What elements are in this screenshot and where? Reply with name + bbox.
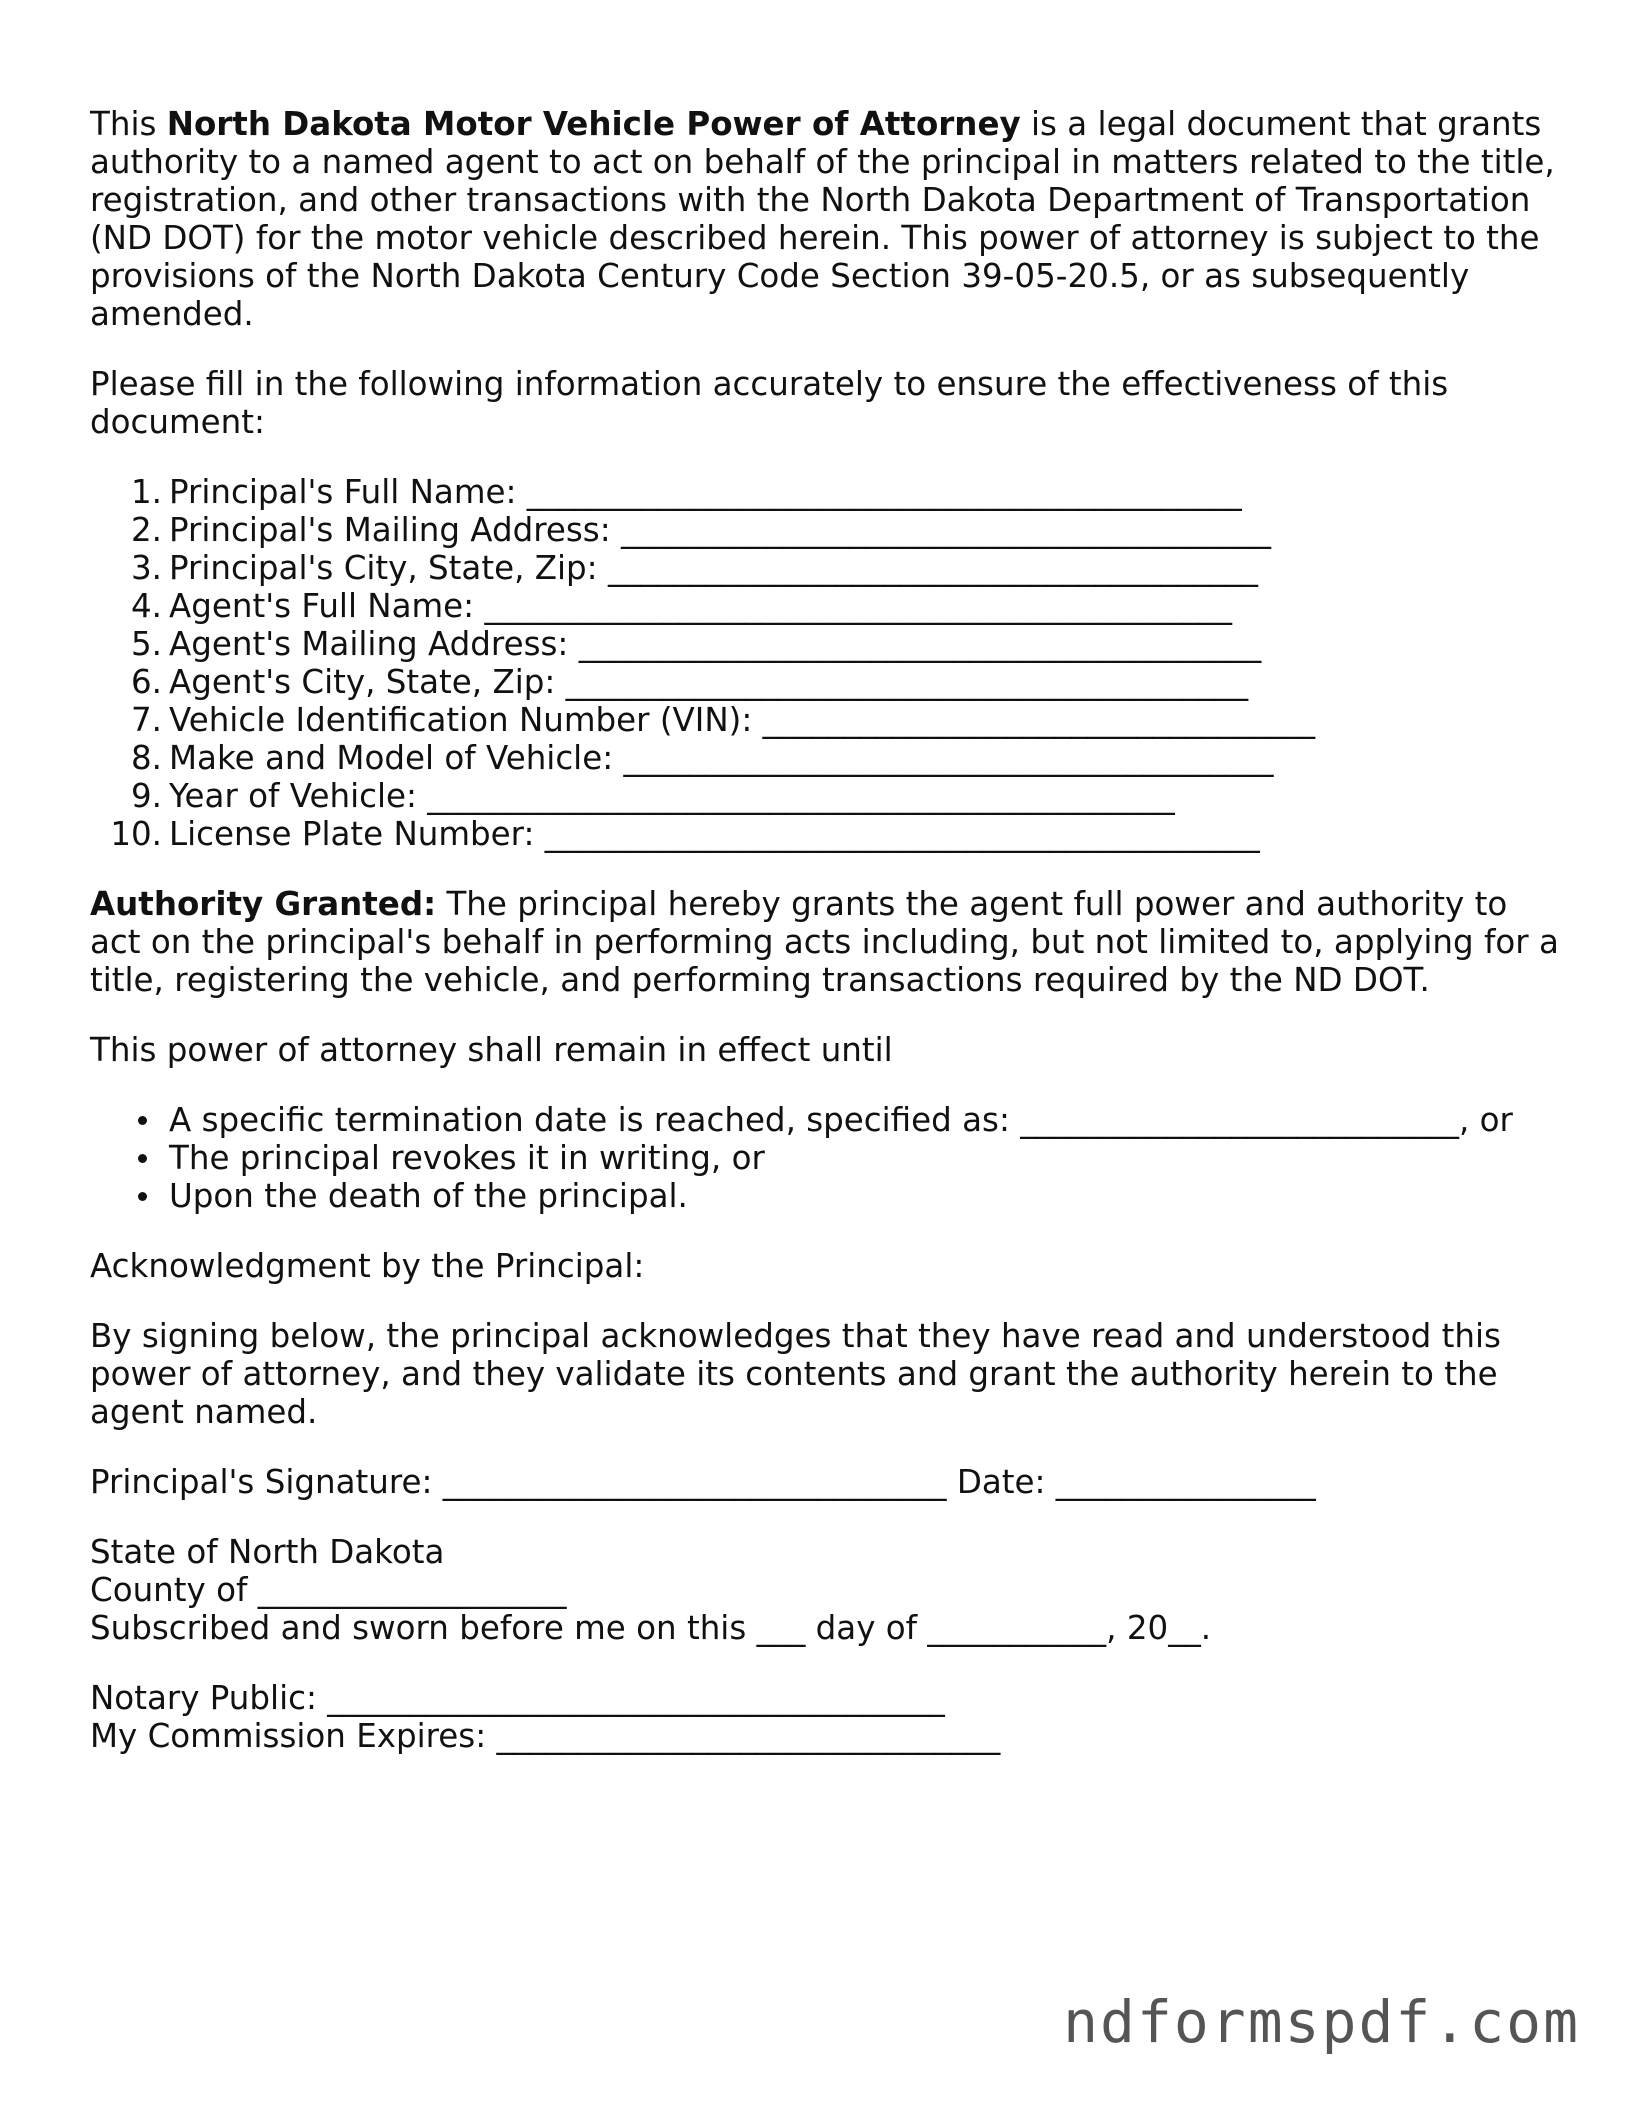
field-label: Principal's City, State, Zip: ________________________________________ xyxy=(169,549,1258,587)
notary-jurisdiction-block xyxy=(90,1533,1560,1647)
field-label: Principal's Mailing Address: ________________________________________ xyxy=(169,511,1272,549)
effect-intro: This power of attorney shall remain in effect until xyxy=(90,1031,893,1069)
principal-signature-line[interactable]: Principal's Signature: _______________________________ Date: ________________ xyxy=(90,1463,1316,1501)
notary-county-field[interactable]: County of ___________________ xyxy=(90,1571,567,1609)
field-number: 5. xyxy=(130,625,162,663)
field-agent-address[interactable] xyxy=(130,625,1560,663)
term-text: Upon the death of the principal. xyxy=(169,1177,688,1215)
notary-signature-block xyxy=(90,1679,1560,1755)
field-number: 3. xyxy=(130,549,162,587)
field-label: Make and Model of Vehicle: ________________________________________ xyxy=(169,739,1274,777)
term-text: A specific termination date is reached, specified as: ___________________________, or xyxy=(169,1101,1513,1139)
field-number: 9. xyxy=(130,777,162,815)
commission-expires-field[interactable]: My Commission Expires: _______________________________ xyxy=(90,1717,1001,1755)
field-label: License Plate Number: ____________________________________________ xyxy=(169,815,1260,853)
field-vehicle-year[interactable] xyxy=(130,777,1560,815)
notary-sworn-date-field[interactable]: Subscribed and sworn before me on this ___ day of ___________, 20__. xyxy=(90,1609,1212,1647)
acknowledgment-heading: Acknowledgment by the Principal: xyxy=(90,1247,645,1285)
field-number: 2. xyxy=(130,511,162,549)
field-number: 1. xyxy=(130,473,162,511)
field-agent-name[interactable] xyxy=(130,587,1560,625)
field-label: Agent's City, State, Zip: __________________________________________ xyxy=(169,663,1249,701)
field-label: Year of Vehicle: ______________________________________________ xyxy=(169,777,1175,815)
field-label: Agent's Full Name: ______________________________________________ xyxy=(169,587,1232,625)
field-label: Principal's Full Name: ____________________________________________ xyxy=(169,473,1242,511)
acknowledgment-text: By signing below, the principal acknowledges that they have read and understood this power of attorney, and they validate its contents and grant the authority herein to the agent named. xyxy=(90,1317,1501,1431)
field-number: 8. xyxy=(130,739,162,777)
site-watermark: ndformspdf.com xyxy=(1063,1988,1580,2056)
authority-paragraph xyxy=(90,885,1560,999)
field-label: Agent's Mailing Address: __________________________________________ xyxy=(169,625,1262,663)
term-text: The principal revokes it in writing, or xyxy=(169,1139,765,1177)
field-label: Vehicle Identification Number (VIN): __________________________________ xyxy=(169,701,1316,739)
intro-lead: This xyxy=(90,105,167,143)
term-death xyxy=(169,1177,1560,1215)
instructions-paragraph: Please fill in the following information accurately to ensure the effectiveness of this document: xyxy=(90,365,1449,441)
termination-conditions-list xyxy=(90,1101,1560,1215)
field-agent-city-state-zip[interactable] xyxy=(130,663,1560,701)
field-make-model[interactable] xyxy=(130,739,1560,777)
field-principal-name[interactable] xyxy=(130,473,1560,511)
authority-text: The principal hereby grants the agent full power and authority to act on the principal's behalf in performing acts including, but not limited to, applying for a title, registering the vehicle, and performing transactions required by the ND DOT. xyxy=(90,885,1559,999)
field-principal-address[interactable] xyxy=(130,511,1560,549)
information-fields-list xyxy=(90,473,1560,853)
field-number: 4. xyxy=(130,587,162,625)
notary-public-field[interactable]: Notary Public: ______________________________________ xyxy=(90,1679,945,1717)
intro-paragraph xyxy=(90,105,1560,333)
term-revocation xyxy=(169,1139,1560,1177)
authority-label: Authority Granted: xyxy=(90,885,437,923)
field-vin[interactable] xyxy=(130,701,1560,739)
field-license-plate[interactable] xyxy=(110,815,1560,853)
field-number: 10. xyxy=(110,815,162,853)
notary-state: State of North Dakota xyxy=(90,1533,445,1571)
field-number: 6. xyxy=(130,663,162,701)
document-page xyxy=(90,105,1560,1787)
term-specific-date[interactable] xyxy=(169,1101,1560,1139)
field-principal-city-state-zip[interactable] xyxy=(130,549,1560,587)
field-number: 7. xyxy=(130,701,162,739)
document-title: North Dakota Motor Vehicle Power of Attorney xyxy=(166,105,1021,143)
intro-body: is a legal document that grants authority to a named agent to act on behalf of the principal in matters related to the title, registration, and other transactions with the North Dakota Department of Transportation (ND DOT) for the motor vehicle described herein. This power of attorney is subject to the provisions of the North Dakota Century Code Section 39-05-20.5, or as subsequently amended. xyxy=(90,105,1555,333)
